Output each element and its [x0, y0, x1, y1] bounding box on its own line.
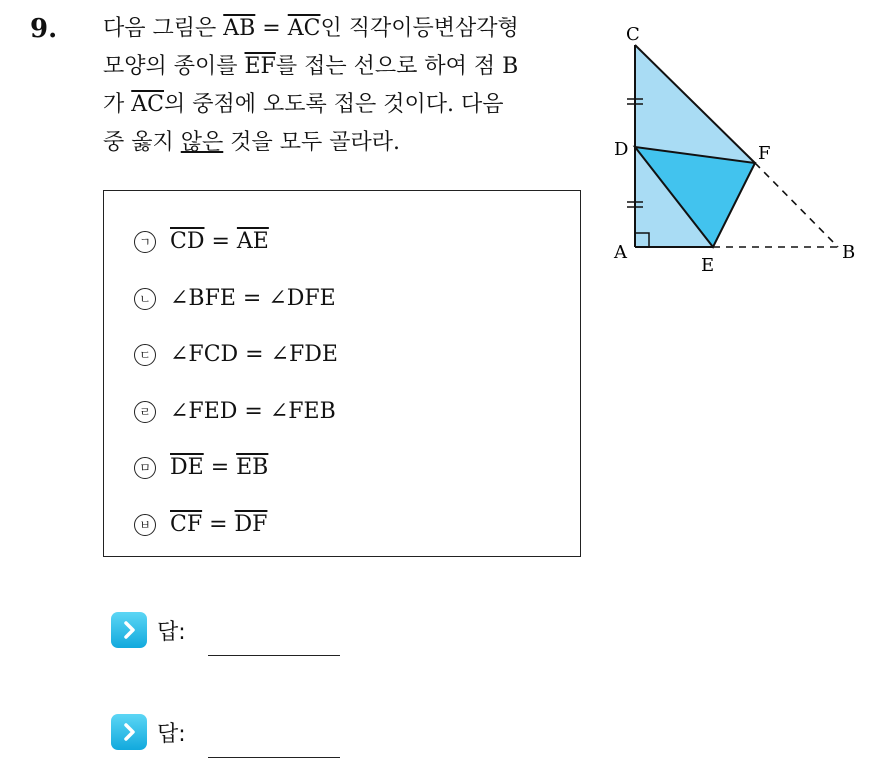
segment-ab: $\overline{AB}$	[223, 16, 256, 41]
option-5: ㅁ $\overline{DE}$ = $\overline{EB}$	[134, 455, 268, 480]
folded-triangle-figure	[600, 15, 870, 285]
options-box	[103, 190, 581, 557]
answer-blank[interactable]	[208, 731, 340, 758]
option-mark: ㄱ	[134, 231, 156, 253]
option-2: ㄴ ∠BFE = ∠DFE	[134, 286, 336, 311]
option-mark: ㄴ	[134, 288, 156, 310]
question-number: 9.	[30, 14, 58, 44]
answer-label: 답:	[157, 721, 186, 747]
option-mark: ㅁ	[134, 457, 156, 479]
label-d: D	[614, 139, 629, 160]
option-mark: ㅂ	[134, 514, 156, 536]
option-mark: ㄹ	[134, 401, 156, 423]
option-6: ㅂ $\overline{CF}$ = $\overline{DF}$	[134, 512, 267, 537]
emphasis-not: 않은	[180, 130, 224, 155]
answer-row-2	[111, 714, 340, 750]
option-mark: ㄷ	[134, 344, 156, 366]
question-text	[103, 10, 593, 162]
segment-ac: $\overline{AC}$	[287, 16, 321, 41]
answer-blank[interactable]	[208, 629, 340, 656]
label-f: F	[758, 143, 771, 164]
segment-ac-2: $\overline{AC}$	[131, 92, 164, 117]
answer-label: 답:	[157, 619, 186, 645]
chevron-right-icon	[111, 714, 147, 750]
question-line-4: 중 옳지 않은 것을 모두 골라라.	[103, 130, 401, 155]
label-b: B	[842, 242, 856, 263]
question-line-2: 모양의 종이를 $\overline{EF}$를 접는 선으로 하여 점 B	[103, 54, 519, 79]
dashed-fb	[755, 163, 838, 247]
option-3: ㄷ ∠FCD = ∠FDE	[134, 342, 338, 367]
label-c: C	[626, 24, 640, 45]
question-line-1: 다음 그림은 $\overline{AB} = \overline{AC}$인 직각이등변삼각형	[103, 16, 519, 41]
option-4: ㄹ ∠FED = ∠FEB	[134, 399, 336, 424]
label-e: E	[701, 255, 715, 276]
chevron-right-icon	[111, 612, 147, 648]
question-line-3: 가 $\overline{AC}$의 중점에 오도록 접은 것이다. 다음	[103, 92, 504, 117]
option-1: ㄱ $\overline{CD}$ = $\overline{AE}$	[134, 229, 269, 254]
label-a: A	[614, 242, 627, 263]
segment-ef: $\overline{EF}$	[244, 54, 276, 79]
answer-row-1	[111, 612, 340, 648]
